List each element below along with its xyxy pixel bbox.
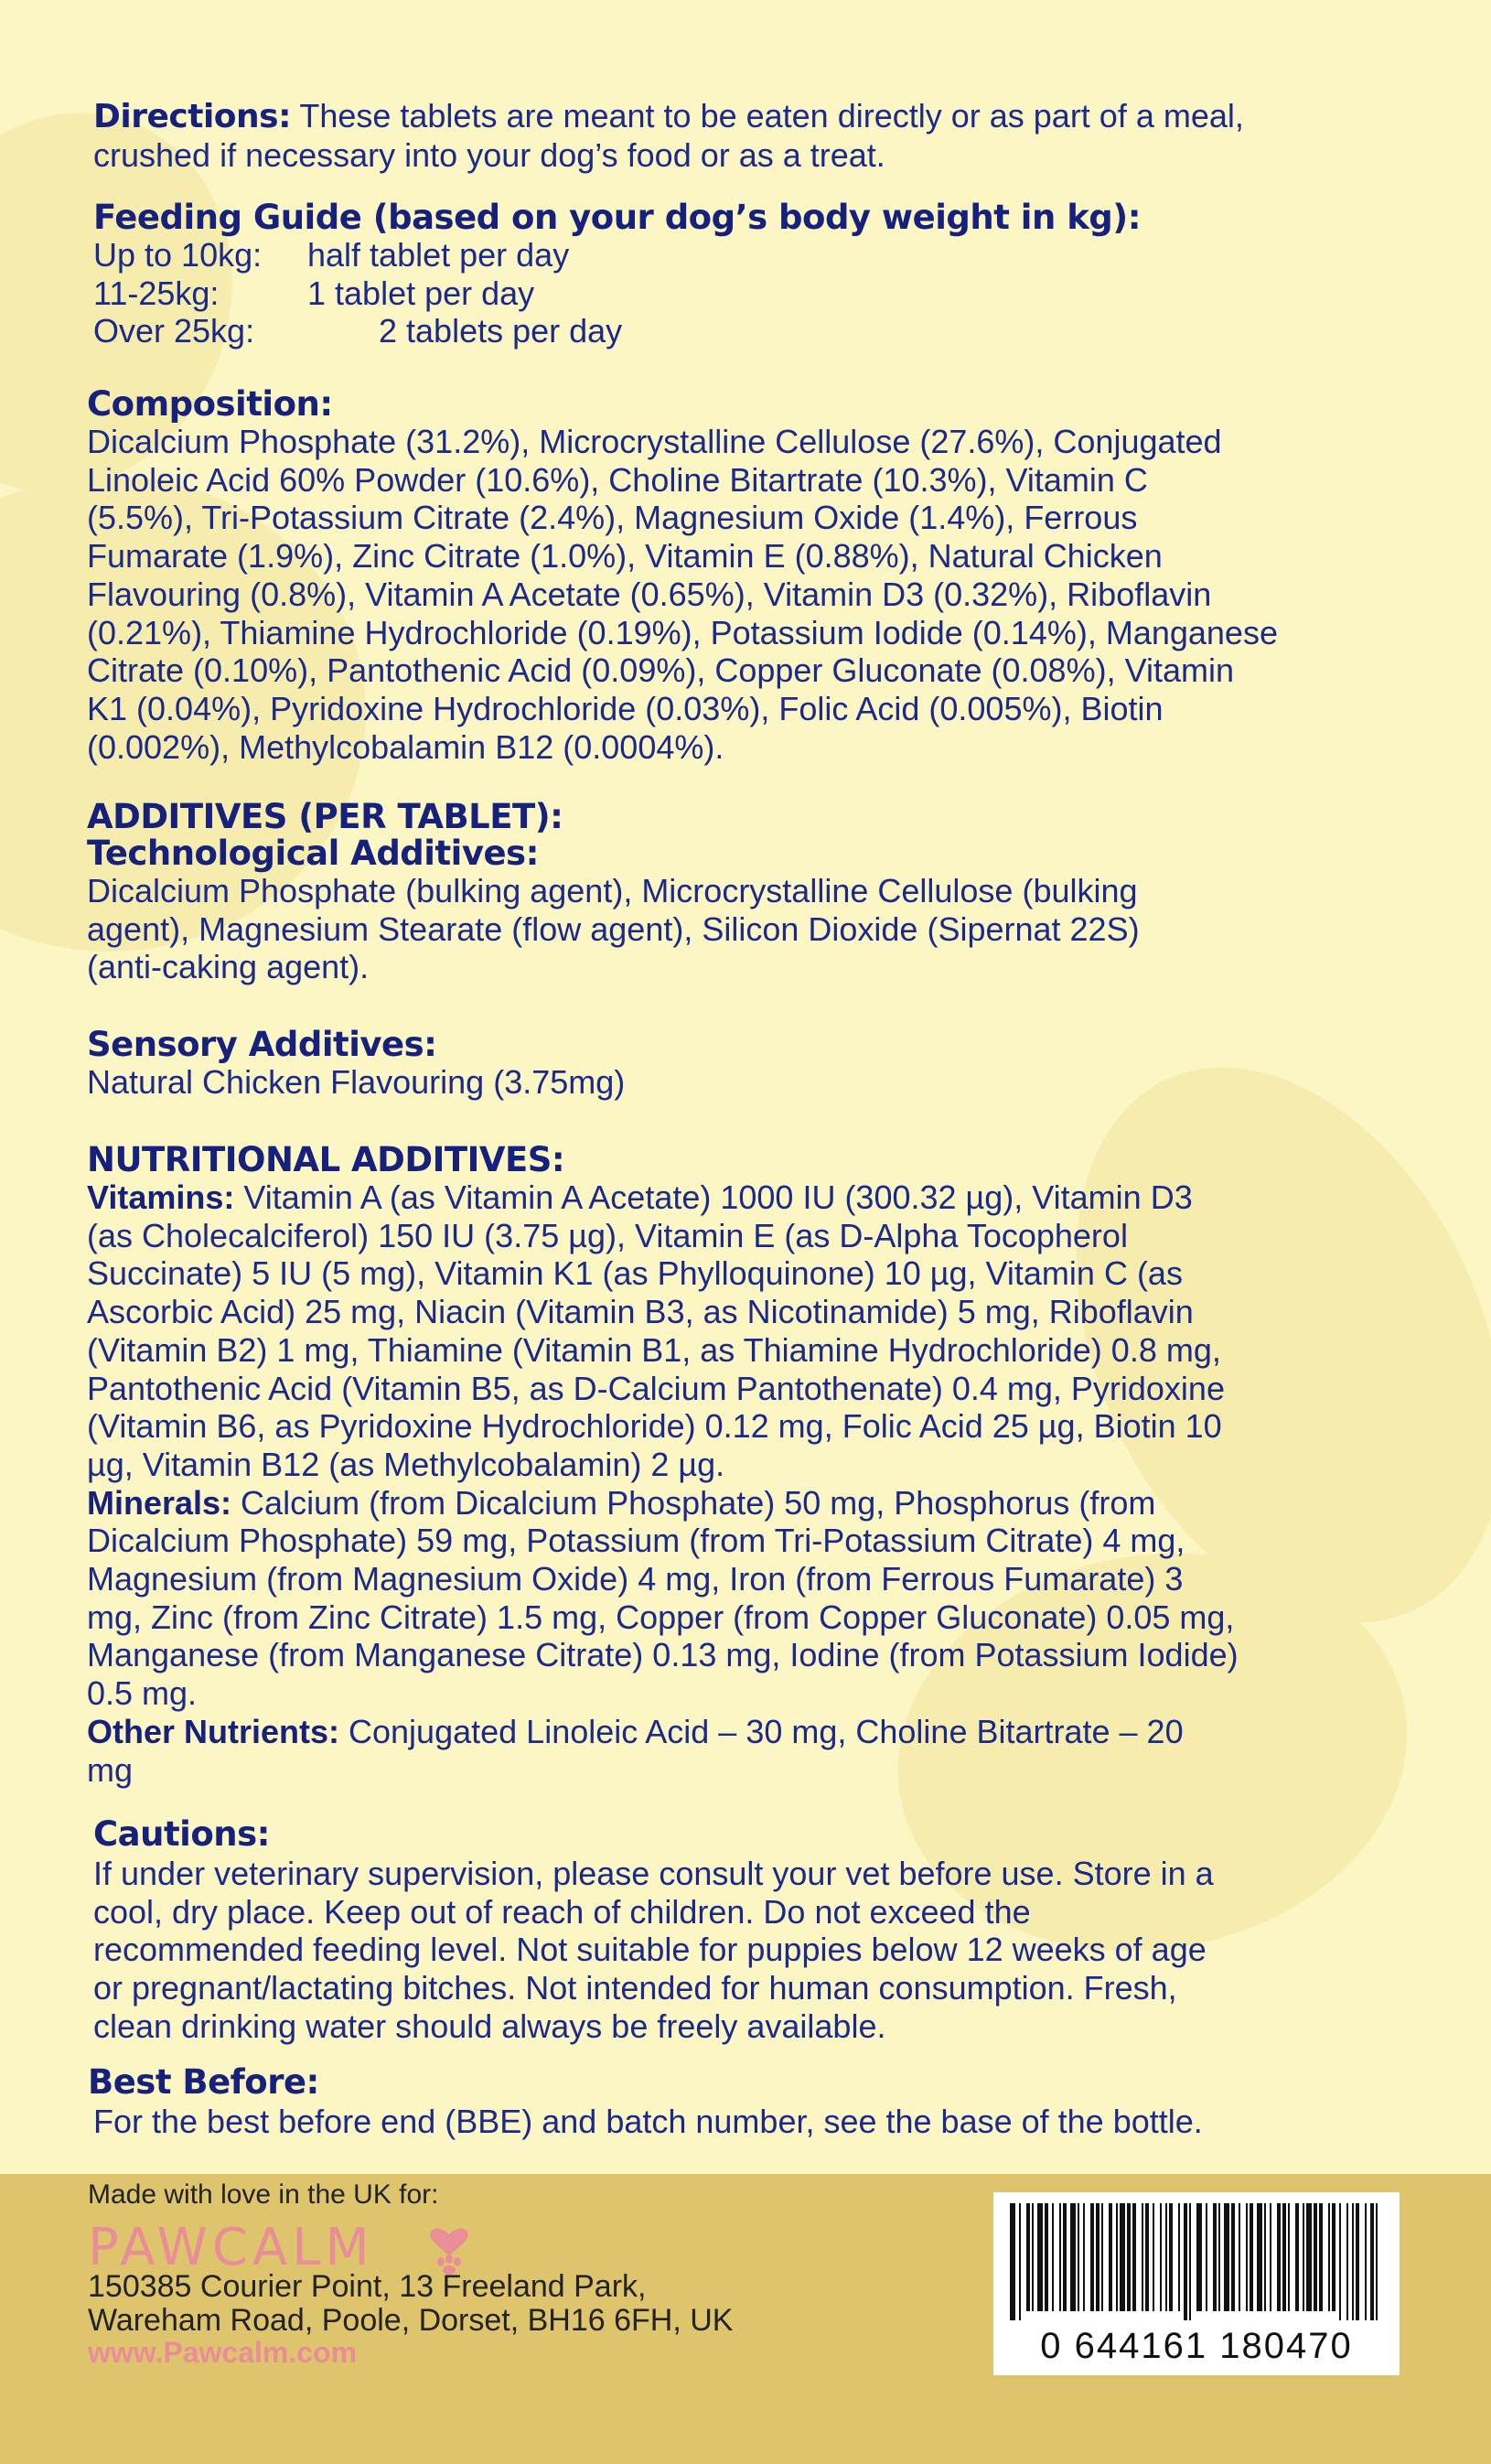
best-before-heading: Best Before: bbox=[88, 2062, 319, 2102]
made-with-love-text: Made with love in the UK for: bbox=[88, 2179, 439, 2210]
vitamins-line: (Vitamin B6, as Pyridoxine Hydrochloride) 0.12 mg, Folic Acid 25 µg, Biotin 10 bbox=[87, 1407, 1222, 1446]
barcode-bar bbox=[1037, 2203, 1043, 2311]
barcode-bar bbox=[1090, 2203, 1094, 2311]
barcode-bar bbox=[1109, 2203, 1112, 2311]
cautions-line: or pregnant/lactating bitches. Not intended for human consumption. Fresh, bbox=[93, 1969, 1177, 2007]
technological-additives-heading: Technological Additives: bbox=[87, 834, 539, 873]
barcode-bar bbox=[1120, 2203, 1125, 2311]
vitamins-text bbox=[87, 1178, 1459, 1484]
barcode-bar bbox=[1376, 2203, 1378, 2320]
technological-line: Dicalcium Phosphate (bulking agent), Microcrystalline Cellulose (bulking bbox=[87, 872, 1138, 909]
directions-heading: Directions: bbox=[93, 98, 291, 135]
barcode-bar bbox=[1127, 2203, 1131, 2311]
cautions-section bbox=[93, 1816, 1456, 2046]
barcode-bar bbox=[1257, 2203, 1262, 2311]
barcode-bar bbox=[1365, 2203, 1367, 2320]
barcode-bar bbox=[1142, 2203, 1143, 2311]
composition-line: (0.002%), Methylcobalamin B12 (0.0004%). bbox=[87, 727, 724, 766]
heart-paw-icon bbox=[426, 2214, 472, 2275]
minerals-line: Magnesium (from Magnesium Oxide) 4 mg, Iron (from Ferrous Fumarate) 3 bbox=[87, 1560, 1184, 1598]
best-before-section bbox=[88, 2064, 1460, 2141]
barcode-bar bbox=[1346, 2203, 1348, 2320]
feeding-weight: Over 25kg: bbox=[93, 312, 255, 350]
composition-line: Linoleic Acid 60% Powder (10.6%), Choline Bitartrate (10.3%), Vitamin C bbox=[87, 460, 1148, 499]
technological-additives-text bbox=[87, 872, 1459, 986]
technological-line: (anti-caking agent). bbox=[87, 948, 370, 986]
website-link[interactable]: www.Pawcalm.com bbox=[88, 2336, 358, 2369]
brand-name: PAWCALM bbox=[88, 2218, 374, 2277]
barcode-bar bbox=[1070, 2203, 1076, 2311]
barcode-bar bbox=[1032, 2203, 1034, 2311]
barcode-bar bbox=[1328, 2203, 1330, 2311]
barcode-bar bbox=[1370, 2203, 1374, 2320]
barcode-bar bbox=[1010, 2203, 1015, 2320]
barcode-bar bbox=[1052, 2203, 1054, 2311]
cautions-line: If under veterinary supervision, please consult your vet before use. Store in a bbox=[93, 1855, 1214, 1892]
other-nutrients-line: Conjugated Linoleic Acid – 30 mg, Choline Bitartrate – 20 bbox=[339, 1712, 1184, 1750]
barcode-bar bbox=[1153, 2203, 1154, 2311]
barcode-bar bbox=[1178, 2203, 1180, 2311]
feeding-row bbox=[93, 274, 1438, 313]
cautions-line: clean drinking water should always be freely available. bbox=[93, 2007, 886, 2045]
directions-text: These tablets are meant to be eaten directly or as part of a meal, bbox=[299, 97, 1244, 134]
barcode-bar bbox=[1319, 2203, 1323, 2311]
vitamins-line: Vitamin A (as Vitamin A Acetate) 1000 IU (300.32 µg), Vitamin D3 bbox=[234, 1178, 1193, 1216]
barcode-bar bbox=[1250, 2203, 1253, 2311]
other-nutrients-label: Other Nutrients: bbox=[87, 1712, 340, 1750]
vitamins-label: Vitamins: bbox=[87, 1178, 235, 1216]
barcode-bar bbox=[1213, 2203, 1217, 2311]
barcode-number: 0 644161 180470 bbox=[1040, 2326, 1353, 2366]
barcode-bar bbox=[1184, 2203, 1187, 2320]
barcode bbox=[993, 2192, 1400, 2375]
barcode-bar bbox=[1224, 2203, 1229, 2311]
composition-section bbox=[87, 386, 1459, 766]
barcode-bar bbox=[1352, 2203, 1354, 2320]
composition-line: (0.21%), Thiamine Hydrochloride (0.19%), Potassium Iodide (0.14%), Manganese bbox=[87, 613, 1278, 651]
cautions-text bbox=[93, 1855, 1456, 2046]
barcode-bar bbox=[1116, 2203, 1118, 2311]
barcode-bar bbox=[1332, 2203, 1335, 2311]
barcode-bar bbox=[1270, 2203, 1271, 2311]
barcode-bar bbox=[1218, 2203, 1220, 2311]
address-line-2: Wareham Road, Poole, Dorset, BH16 6FH, UK bbox=[88, 2303, 734, 2338]
feeding-weight: 11-25kg: bbox=[93, 274, 220, 312]
directions-text-line2: crushed if necessary into your dog’s food or as a treat. bbox=[93, 135, 885, 174]
sensory-additives-heading: Sensory Additives: bbox=[87, 1025, 437, 1064]
minerals-line: Calcium (from Dicalcium Phosphate) 50 mg, Phosphorus (from bbox=[231, 1483, 1156, 1522]
barcode-bar bbox=[1101, 2203, 1103, 2311]
vitamins-line: (as Cholecalciferol) 150 IU (3.75 µg), Vitamin E (as D-Alpha Tocopherol bbox=[87, 1216, 1128, 1254]
feeding-row bbox=[93, 236, 1438, 274]
barcode-bar bbox=[1356, 2203, 1359, 2320]
composition-line: Dicalcium Phosphate (31.2%), Microcrystalline Cellulose (27.6%), Conjugated bbox=[87, 423, 1222, 460]
vitamins-line: µg, Vitamin B12 (as Methylcobalamin) 2 µg. bbox=[87, 1445, 725, 1483]
feeding-amount: 1 tablet per day bbox=[307, 274, 535, 312]
minerals-line: Dicalcium Phosphate) 59 mg, Potassium (from Tri-Potassium Citrate) 4 mg, bbox=[87, 1522, 1185, 1560]
composition-text bbox=[87, 423, 1459, 766]
cautions-line: cool, dry place. Keep out of reach of children. Do not exceed the bbox=[93, 1892, 1031, 1931]
minerals-line: 0.5 mg. bbox=[87, 1674, 198, 1713]
vitamins-line: (Vitamin B2) 1 mg, Thiamine (Vitamin B1, as Thiamine Hydrochloride) 0.8 mg, bbox=[87, 1330, 1221, 1369]
minerals-line: mg, Zinc (from Zinc Citrate) 1.5 mg, Copper (from Copper Gluconate) 0.05 mg, bbox=[87, 1598, 1235, 1636]
barcode-bar bbox=[1026, 2203, 1030, 2311]
barcode-bar bbox=[1160, 2203, 1162, 2311]
technological-line: agent), Magnesium Stearate (flow agent), Silicon Dioxide (Sipernat 22S) bbox=[87, 909, 1140, 948]
barcode-bar bbox=[1239, 2203, 1240, 2311]
feeding-guide-section bbox=[93, 199, 1438, 350]
barcode-bar bbox=[1314, 2203, 1317, 2311]
composition-line: K1 (0.04%), Pyridoxine Hydrochloride (0.03%), Folic Acid (0.005%), Biotin bbox=[87, 689, 1164, 727]
barcode-bar bbox=[1303, 2203, 1304, 2311]
barcode-bar bbox=[1196, 2203, 1202, 2311]
sensory-additives-text: Natural Chicken Flavouring (3.75mg) bbox=[87, 1063, 626, 1101]
barcode-bar bbox=[1045, 2203, 1048, 2311]
composition-line: (5.5%), Tri-Potassium Citrate (2.4%), Magnesium Oxide (1.4%), Ferrous bbox=[87, 499, 1138, 537]
barcode-bar bbox=[1306, 2203, 1312, 2311]
barcode-bar bbox=[1059, 2203, 1061, 2311]
address-line-1: 150385 Courier Point, 13 Freeland Park, bbox=[88, 2269, 647, 2304]
barcode-bar bbox=[1288, 2203, 1290, 2311]
feeding-amount: half tablet per day bbox=[307, 236, 570, 274]
additives-heading: ADDITIVES (PER TABLET): bbox=[87, 797, 563, 836]
sensory-additives-section bbox=[87, 1027, 1459, 1102]
cautions-line: recommended feeding level. Not suitable for puppies below 12 weeks of age bbox=[93, 1931, 1207, 1969]
vitamins-line: Ascorbic Acid) 25 mg, Niacin (Vitamin B3, as Nicotinamide) 5 mg, Riboflavin bbox=[87, 1293, 1194, 1331]
composition-line: Fumarate (1.9%), Zinc Citrate (1.0%), Vitamin E (0.88%), Natural Chicken bbox=[87, 537, 1163, 576]
feeding-amount: 2 tablets per day bbox=[379, 312, 623, 350]
barcode-bar bbox=[1096, 2203, 1099, 2311]
minerals-label: Minerals: bbox=[87, 1483, 232, 1522]
composition-line: Flavouring (0.8%), Vitamin A Acetate (0.65%), Vitamin D3 (0.32%), Riboflavin bbox=[87, 575, 1212, 613]
vitamins-line: Pantothenic Acid (Vitamin B5, as D-Calcium Pantothenate) 0.4 mg, Pyridoxine bbox=[87, 1369, 1225, 1407]
barcode-bar bbox=[1145, 2203, 1149, 2311]
feeding-guide-heading: Feeding Guide (based on your dog’s body weight in kg): bbox=[93, 198, 1141, 237]
barcode-bar bbox=[1339, 2203, 1341, 2320]
nutritional-additives-heading: NUTRITIONAL ADDITIVES: bbox=[87, 1140, 565, 1179]
barcode-bar bbox=[1063, 2203, 1067, 2311]
composition-line: Citrate (0.10%), Pantothenic Acid (0.09%), Copper Gluconate (0.08%), Vitamin bbox=[87, 651, 1234, 690]
barcode-bar bbox=[1189, 2203, 1191, 2320]
nutritional-additives-section bbox=[87, 1142, 1459, 1789]
barcode-bar bbox=[1169, 2203, 1173, 2311]
barcode-bar bbox=[1295, 2203, 1299, 2311]
best-before-text: For the best before end (BBE) and batch number, see the base of the bottle. bbox=[93, 2103, 1203, 2140]
composition-heading: Composition: bbox=[87, 384, 333, 424]
barcode-bar bbox=[1165, 2203, 1167, 2311]
barcode-bar bbox=[1019, 2203, 1021, 2320]
minerals-text bbox=[87, 1484, 1459, 1713]
cautions-heading: Cautions: bbox=[93, 1814, 270, 1854]
barcode-bar bbox=[1277, 2203, 1281, 2311]
directions-section bbox=[93, 97, 1438, 174]
feeding-row bbox=[93, 312, 1438, 350]
barcode-bar bbox=[1246, 2203, 1248, 2311]
other-nutrients-line: mg bbox=[87, 1750, 134, 1789]
vitamins-line: Succinate) 5 IU (5 mg), Vitamin K1 (as Phylloquinone) 10 µg, Vitamin C (as bbox=[87, 1254, 1183, 1293]
barcode-bar bbox=[1206, 2203, 1207, 2311]
barcode-bar bbox=[1282, 2203, 1286, 2311]
other-nutrients-text bbox=[87, 1713, 1459, 1789]
additives-section bbox=[87, 799, 1459, 986]
barcode-bars bbox=[1008, 2203, 1385, 2320]
barcode-bar bbox=[1083, 2203, 1085, 2311]
barcode-bar bbox=[1132, 2203, 1136, 2311]
barcode-bar bbox=[1231, 2203, 1235, 2311]
feeding-weight: Up to 10kg: bbox=[93, 236, 263, 274]
barcode-bar bbox=[1078, 2203, 1079, 2311]
minerals-line: Manganese (from Manganese Citrate) 0.13 mg, Iodine (from Potassium Iodide) bbox=[87, 1636, 1239, 1674]
barcode-bar bbox=[1264, 2203, 1266, 2311]
